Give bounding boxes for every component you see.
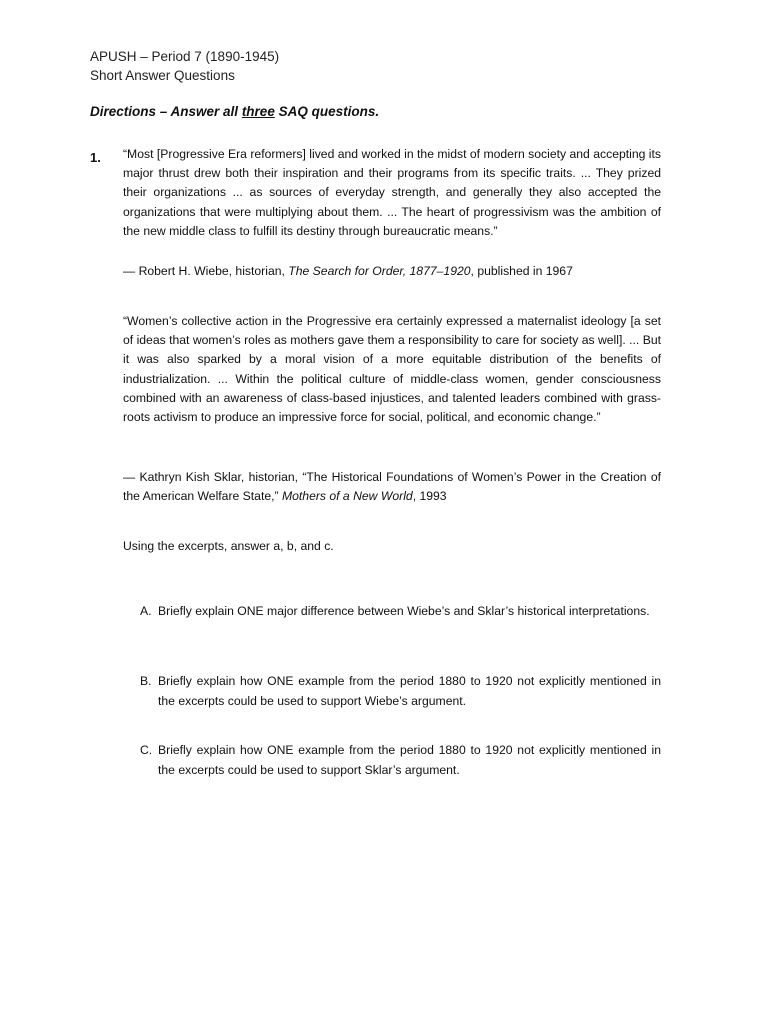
part-b-text: Briefly explain how ONE example from the period 1880 to 1920 not explicitly mentioned in the excerpts could be used to support Wiebe’s argument.	[158, 674, 661, 708]
question-number: 1.	[90, 150, 101, 165]
directions-emphasis: three	[241, 104, 275, 119]
directions-suffix: SAQ questions.	[274, 104, 380, 119]
wiebe-citation-title: The Search for Order, 1877–1920	[288, 264, 471, 278]
wiebe-citation	[123, 262, 661, 281]
sklar-citation	[123, 468, 661, 506]
sklar-citation-title: Mothers of a New World	[281, 489, 413, 504]
directions	[90, 104, 379, 119]
sklar-excerpt: “Women’s collective action in the Progressive era certainly expressed a maternalist ideology [a set of ideas that women’s roles as mothers gave them a responsibility to care for society as well]. ... But it was also sparked by a moral vision of a more equitable distribution of the benefits of industrialization. ... Within the political culture of middle-class women, gender consciousness combined with an awareness of class-based injustices, and talented leaders combined with grass-roots activism to produce an impressive force for social, political, and economic change.”	[123, 314, 661, 425]
wiebe-excerpt: “Most [Progressive Era reformers] lived and worked in the midst of modern society and accepting its major thrust drew both their inspiration and their programs from its specific traits. ... They prized their organizations ... as sources of everyday strength, and generally they also accepted the organizations that were multiplying about them. ... The heart of progressivism was the ambition of the new middle class to fulfill its destiny through bureaucratic means.”	[123, 147, 661, 238]
part-a-text: Briefly explain ONE major difference between Wiebe’s and Sklar’s historical interpretations.	[158, 604, 650, 618]
document-subtitle: Short Answer Questions	[90, 68, 235, 83]
part-a-letter: A.	[140, 604, 152, 618]
course-title: APUSH – Period 7 (1890-1945)	[90, 49, 280, 64]
question-part-a	[140, 601, 661, 621]
wiebe-citation-suffix: , published in 1967	[470, 264, 573, 278]
question-instruction: Using the excerpts, answer a, b, and c.	[123, 539, 334, 553]
part-b-letter: B.	[140, 674, 152, 688]
question-part-b	[140, 671, 661, 711]
directions-prefix: Directions – Answer all	[90, 104, 242, 119]
sklar-citation-prefix: — Kathryn Kish Sklar, historian, “The Historical Foundations of Women’s Power in the Creation of the American Welfare State,”	[123, 470, 661, 504]
part-c-text: Briefly explain how ONE example from the period 1880 to 1920 not explicitly mentioned in the excerpts could be used to support Sklar’s argument.	[158, 743, 661, 777]
sklar-citation-suffix: , 1993	[412, 489, 447, 504]
question-part-c	[140, 740, 661, 780]
part-c-letter: C.	[140, 743, 153, 757]
wiebe-citation-prefix: — Robert H. Wiebe, historian,	[123, 264, 289, 278]
document-header	[90, 47, 279, 85]
